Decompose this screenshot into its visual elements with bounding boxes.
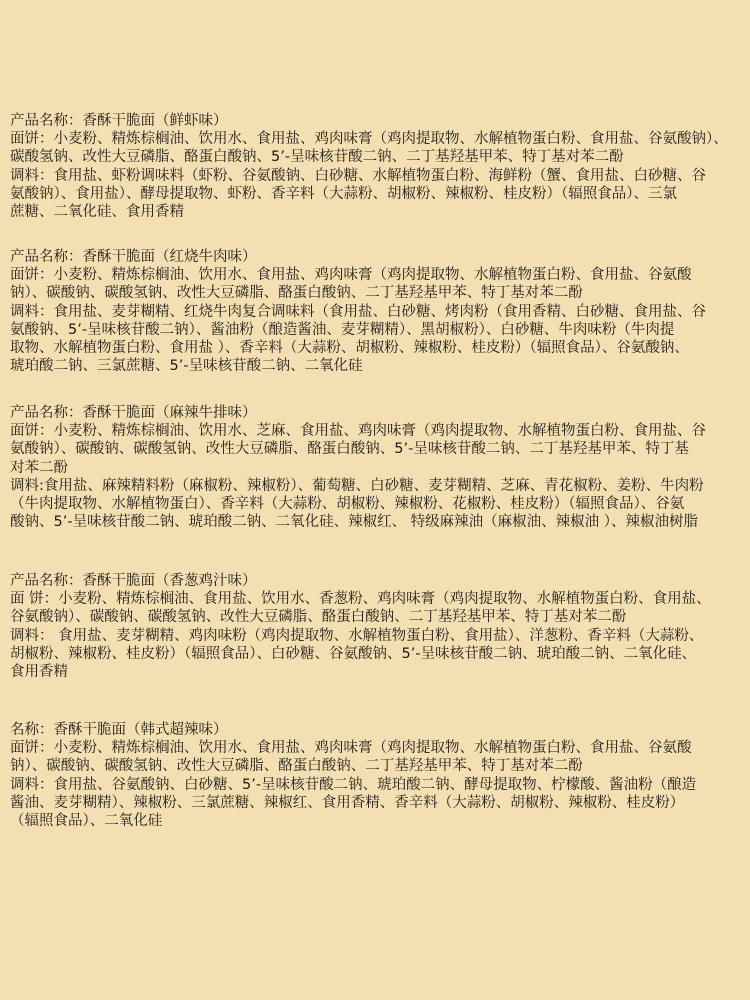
ingredient-line: 琥珀酸二钠、三氯蔗糖、5’-呈味核苷酸二钠、二氧化硅 [10,358,363,375]
ingredient-line: 面饼：小麦粉、精炼棕榈油、饮用水、芝麻、食用盐、鸡肉味膏（鸡肉提取物、水解植物蛋白粉、食用盐、谷 [10,423,706,440]
ingredient-line: 调料：食用盐、虾粉调味料（虾粉、谷氨酸钠、白砂糖、水解植物蛋白粉、海鲜粉（蟹、食用盐、白砂糖、谷 [10,167,706,184]
ingredient-line: 面饼：小麦粉、精炼棕榈油、饮用水、食用盐、鸡肉味膏（鸡肉提取物、水解植物蛋白粉、食用盐、谷氨酸钠）、 [10,131,728,148]
ingredient-line: 谷氨酸钠）、碳酸钠、碳酸氢钠、改性大豆磷脂、酪蛋白酸钠、二丁基羟基甲苯、特丁基对苯二酚 [10,609,627,626]
ingredient-line: 钠）、碳酸钠、碳酸氢钠、改性大豆磷脂、酪蛋白酸钠、二丁基羟基甲苯、特丁基对苯二酚 [10,758,583,775]
ingredient-line: 调料:食用盐、麻辣精料粉（麻椒粉、辣椒粉）、葡萄糖、白砂糖、麦芽糊精、芝麻、青花椒粉、姜粉、牛肉粉 [10,477,704,494]
ingredient-line: 面 饼：小麦粉、精炼棕榈油、食用盐、饮用水、香葱粉、鸡肉味膏（鸡肉提取物、水解植物蛋白粉、食用盐、 [10,591,711,608]
product-block-korean-spicy [10,721,742,830]
product-title: 名称：香酥干脆面（韩式超辣味） [10,722,228,738]
ingredient-line: 取物、水解植物蛋白粉、食用盐 ）、香辛料（大蒜粉、胡椒粉、辣椒粉、桂皮粉）（辐照食品）、谷氨酸钠、 [10,340,689,357]
ingredient-line: 氨酸钠）、食用盐）、酵母提取物、虾粉、香辛料（大蒜粉、胡椒粉、辣椒粉、桂皮粉）（辐照食品）、三氯 [10,185,677,202]
ingredient-line: 氨酸钠、5’-呈味核苷酸二钠）、酱油粉（酿造酱油、麦芽糊精）、黑胡椒粉）、白砂糖、牛肉味粉（牛肉提 [10,321,675,338]
ingredient-line: （牛肉提取物、水解植物蛋白）、香辛料（大蒜粉、胡椒粉、辣椒粉、花椒粉、桂皮粉）（辐照食品）、谷氨 [10,496,685,513]
ingredient-line: 碳酸氢钠、改性大豆磷脂、酪蛋白酸钠、5’-呈味核苷酸二钠、二丁基羟基甲苯、特丁基对苯二酚 [10,149,624,166]
product-block-spicy-steak [10,404,742,531]
ingredient-line: 食用香精 [10,664,68,681]
ingredient-line: 钠）、碳酸钠、碳酸氢钠、改性大豆磷脂、酪蛋白酸钠、二丁基羟基甲苯、特丁基对苯二酚 [10,285,583,302]
product-title: 产品名称：香酥干脆面（香葱鸡汁味） [10,573,257,589]
product-title: 产品名称：香酥干脆面（麻辣牛排味） [10,405,257,421]
ingredient-line: （辐照食品）、二氧化硅 [10,813,163,830]
ingredient-line: 调料： 食用盐、麦芽糊精、鸡肉味粉（鸡肉提取物、水解植物蛋白粉、食用盐）、洋葱粉、香辛料（大蒜粉、 [10,627,704,644]
ingredient-line: 面饼：小麦粉、精炼棕榈油、饮用水、食用盐、鸡肉味膏（鸡肉提取物、水解植物蛋白粉、食用盐、谷氨酸 [10,267,692,284]
ingredient-line: 蔗糖、二氧化硅、食用香精 [10,204,184,221]
product-block-braised-beef [10,248,742,375]
product-block-scallion-chicken [10,572,742,681]
ingredient-line: 酱油、麦芽糊精）、辣椒粉、三氯蔗糖、辣椒红、食用香精、香辛料（大蒜粉、胡椒粉、辣椒粉、桂皮粉） [10,794,685,811]
ingredient-line: 胡椒粉、辣椒粉、桂皮粉）（辐照食品）、白砂糖、谷氨酸钠、5’-呈味核苷酸二钠、琥珀酸二钠、二氧化硅、 [10,645,697,662]
product-title: 产品名称：香酥干脆面（鲜虾味） [10,113,228,129]
ingredient-line: 酸钠、5’-呈味核苷酸二钠、琥珀酸二钠、二氧化硅、辣椒红、 特级麻辣油（麻椒油、辣椒油 ）、辣椒油树脂 [10,514,699,531]
ingredient-line: 调料：食用盐、麦芽糊精、红烧牛肉复合调味料（食用盐、白砂糖、烤肉粉（食用香精、白砂糖、食用盐、谷 [10,303,706,320]
ingredient-line: 面饼：小麦粉、精炼棕榈油、饮用水、食用盐、鸡肉味膏（鸡肉提取物、水解植物蛋白粉、食用盐、谷氨酸 [10,740,692,757]
product-title: 产品名称：香酥干脆面（红烧牛肉味） [10,249,257,265]
ingredient-line: 对苯二酚 [10,459,68,476]
ingredient-line: 氨酸钠）、碳酸钠、碳酸氢钠、改性大豆磷脂、酪蛋白酸钠、5’-呈味核苷酸二钠、二丁基羟基甲苯、特丁基 [10,441,689,458]
product-block-shrimp [10,112,742,221]
ingredient-line: 调料：食用盐、谷氨酸钠、白砂糖、5’-呈味核苷酸二钠、琥珀酸二钠、酵母提取物、柠檬酸、酱油粉（酿造 [10,776,697,793]
